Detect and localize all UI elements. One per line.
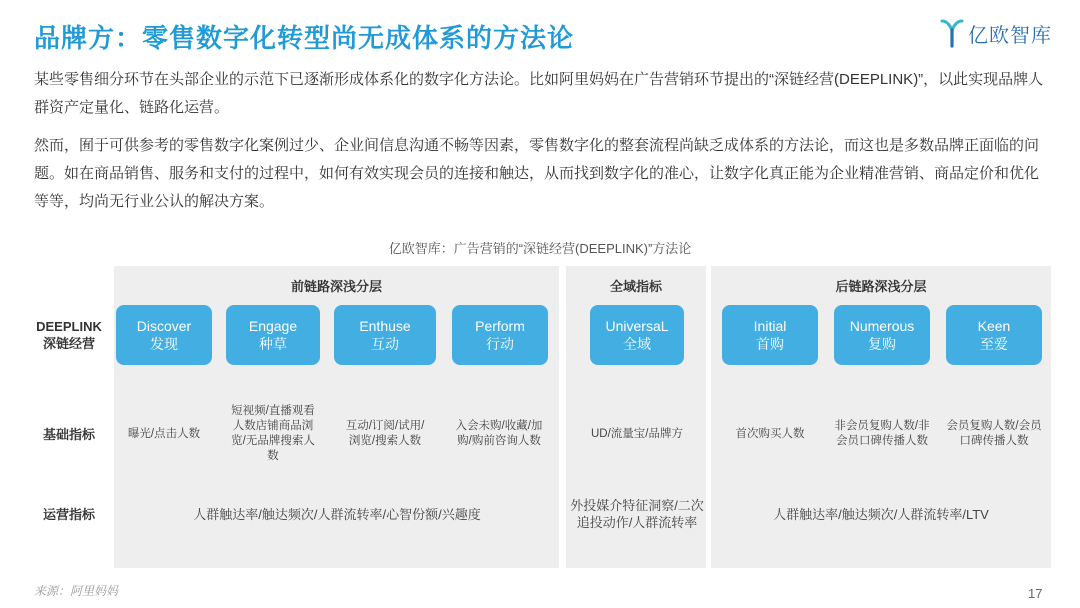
metric-perform: 入会未购/收藏/加购/购前咨询人数 xyxy=(455,420,543,447)
card-discover xyxy=(116,305,212,365)
card-initial-en: Initial xyxy=(753,318,787,334)
card-engage xyxy=(226,305,320,365)
card-numerous-en: Numerous xyxy=(849,318,915,334)
intro-paragraph-2: 然而，囿于可供参考的零售数字化案例过少、企业间信息沟通不畅等因素，零售数字化的整套流程尚缺乏成体系的方法论，而这也是多数品牌正面临的问题。如在商品销售、服务和支付的过程中，如何有效实现会员的连接和触达，从而找到数字化的准心，让数字化真正能为企业精准营销、商品定价和优化等等，均尚无行业公认的解决方案。 xyxy=(34,137,1040,210)
card-universal xyxy=(590,305,684,365)
row-label-basic: 基础指标 xyxy=(42,427,95,442)
card-discover-zh: 发现 xyxy=(150,336,178,352)
card-keen-en: Keen xyxy=(977,318,1011,334)
card-engage-en: Engage xyxy=(248,318,298,334)
card-initial-zh: 首购 xyxy=(756,336,784,352)
card-numerous-zh: 复购 xyxy=(868,336,896,352)
card-engage-zh: 种草 xyxy=(259,336,287,352)
row-label-ops: 运营指标 xyxy=(42,507,95,522)
card-keen xyxy=(946,305,1042,365)
metric-numerous: 非会员复购人数/非会员口碑传播人数 xyxy=(834,420,930,447)
card-numerous xyxy=(834,305,930,365)
row-label-deeplink-en: DEEPLINK xyxy=(36,319,102,334)
metric-initial: 首次购买人数 xyxy=(735,427,805,440)
ops-back-link: 人群触达率/触达频次/人群流转率/LTV xyxy=(773,506,989,522)
card-discover-en: Discover xyxy=(136,318,192,334)
row-label-deeplink xyxy=(30,318,108,352)
card-universal-en: UniversaL xyxy=(605,318,669,334)
metric-enthuse: 互动/订阅/试用/浏览/搜索人数 xyxy=(345,420,425,447)
back-link-heading: 后链路深浅分层 xyxy=(835,279,927,294)
diagram-title: 亿欧智库：广告营销的“深链经营(DEEPLINK)”方法论 xyxy=(388,241,692,256)
card-perform-en: Perform xyxy=(475,318,525,334)
ops-omni: 外投媒介特征洞察/二次追投动作/人群流转率 xyxy=(570,498,704,530)
card-perform-zh: 行动 xyxy=(486,336,514,352)
brand-logo xyxy=(940,18,1052,48)
card-enthuse-en: Enthuse xyxy=(359,318,411,334)
card-enthuse xyxy=(334,305,436,365)
ops-front-link: 人群触达率/触达频次/人群流转率/心智份额/兴趣度 xyxy=(193,506,481,522)
front-link-heading: 前链路深浅分层 xyxy=(290,279,382,294)
card-universal-zh: 全域 xyxy=(623,336,651,352)
page-number: 17 xyxy=(1028,586,1043,601)
card-enthuse-zh: 互动 xyxy=(371,336,399,352)
card-keen-zh: 至爱 xyxy=(980,336,1008,352)
metric-engage: 短视频/直播观看人数店铺商品浏览/无品牌搜索人数 xyxy=(231,405,315,462)
card-initial xyxy=(722,305,818,365)
row-label-deeplink-zh: 深链经营 xyxy=(42,336,95,351)
metric-universal: UD/流量宝/品牌方 xyxy=(591,427,683,440)
metric-discover: 曝光/点击人数 xyxy=(127,427,201,440)
omni-heading: 全域指标 xyxy=(609,279,662,294)
metric-keen: 会员复购人数/会员口碑传播人数 xyxy=(946,420,1042,447)
logo-icon xyxy=(940,18,964,48)
card-perform xyxy=(452,305,548,365)
page-title: 品牌方：零售数字化转型尚无成体系的方法论 xyxy=(34,23,575,53)
source-note: 来源：阿里妈妈 xyxy=(34,584,119,598)
logo-text: 亿欧智库 xyxy=(968,24,1052,47)
intro-paragraph-1: 某些零售细分环节在头部企业的示范下已逐渐形成体系化的数字化方法论。比如阿里妈妈在广告营销环节提出的“深链经营(DEEPLINK)”，以此实现品牌人群资产定量化、链路化运营。 xyxy=(34,71,1044,116)
